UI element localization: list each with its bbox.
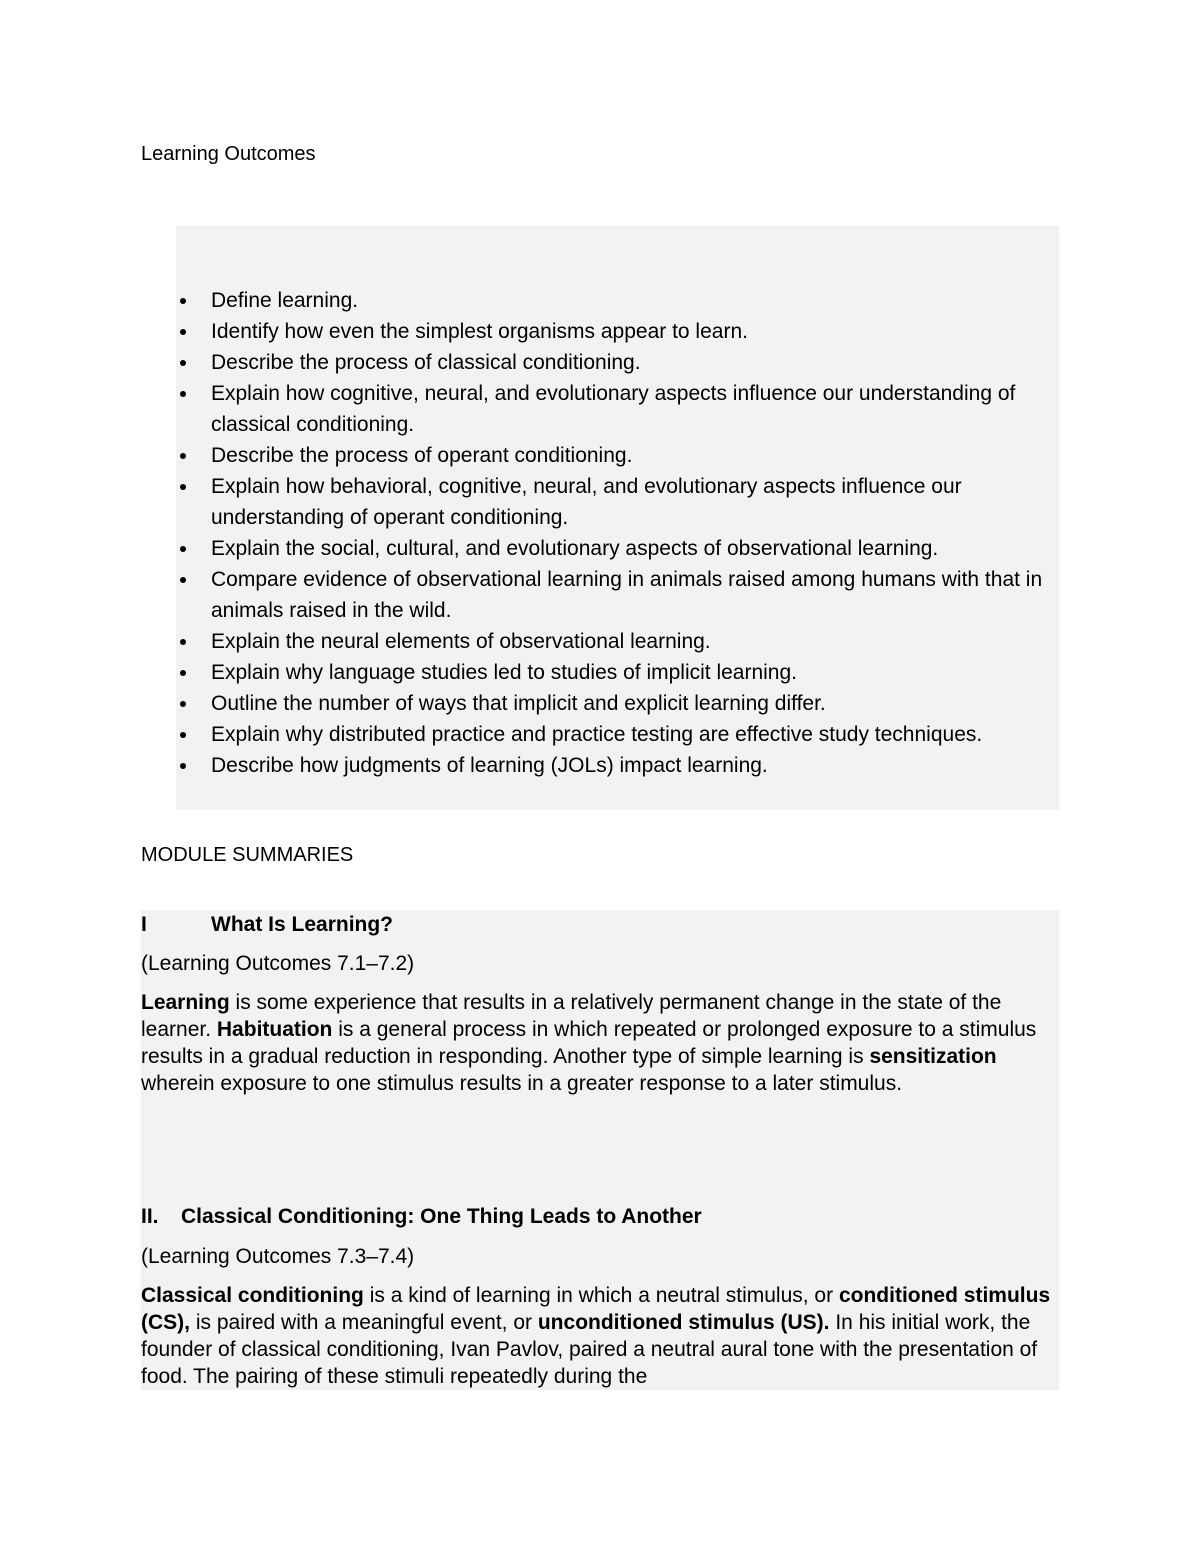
learning-outcome-text: Describe the process of classical conditioning. [211, 351, 641, 374]
key-term: sensitization [869, 1045, 997, 1068]
learning-outcome-text: Explain the social, cultural, and evolutionary aspects of observational learning. [211, 537, 939, 560]
bullet-icon [180, 360, 186, 366]
learning-outcome-item [176, 471, 1059, 533]
section-body [141, 989, 1059, 1097]
learning-outcomes-list [176, 285, 1059, 781]
bullet-icon [180, 577, 186, 583]
section-number: I [141, 913, 147, 936]
key-term: conditioned stimulus (CS), [141, 1284, 1051, 1334]
section-outcomes-reference: (Learning Outcomes 7.1–7.2) [141, 952, 415, 975]
bullet-icon [180, 329, 186, 335]
module-summaries-heading: MODULE SUMMARIES [141, 844, 354, 866]
body-text: is a general process in which repeated or prolonged exposure to a stimulus results in a gradual reduction in responding. Another type of simple learning is [141, 1018, 1037, 1068]
body-text: In his initial work, the founder of classical conditioning, Ivan Pavlov, paired a neutral aural tone with the presentation of food. The pairing of these stimuli repeatedly during the [141, 1311, 1038, 1388]
body-text: is a kind of learning in which a neutral stimulus, or [363, 1284, 839, 1307]
learning-outcome-text: Outline the number of ways that implicit and explicit learning differ. [211, 692, 826, 715]
learning-outcome-item [176, 657, 1059, 688]
learning-outcome-text: Explain how cognitive, neural, and evolutionary aspects influence our understanding of classical conditioning. [211, 382, 1016, 436]
body-text: wherein exposure to one stimulus results in a greater response to a later stimulus. [141, 1072, 903, 1095]
learning-outcome-text: Explain how behavioral, cognitive, neural, and evolutionary aspects influence our understanding of operant conditioning. [211, 475, 962, 529]
bullet-icon [180, 639, 186, 645]
section-title-text: Classical Conditioning: One Thing Leads to Another [181, 1205, 702, 1228]
learning-outcome-item [176, 316, 1059, 347]
learning-outcome-text: Describe how judgments of learning (JOLs) impact learning. [211, 754, 768, 777]
learning-outcome-item [176, 626, 1059, 657]
section-title-text: What Is Learning? [211, 913, 394, 936]
key-term: unconditioned stimulus (US). [537, 1311, 830, 1334]
bullet-icon [180, 298, 186, 304]
bullet-icon [180, 670, 186, 676]
learning-outcome-text: Compare evidence of observational learning in animals raised among humans with that in animals raised in the wild. [211, 568, 1043, 622]
bullet-icon [180, 484, 186, 490]
bullet-icon [180, 546, 186, 552]
learning-outcomes-heading: Learning Outcomes [141, 143, 316, 165]
learning-outcome-item [176, 347, 1059, 378]
bullet-icon [180, 732, 186, 738]
section-outcomes-reference: (Learning Outcomes 7.3–7.4) [141, 1245, 415, 1268]
learning-outcome-item [176, 285, 1059, 316]
bullet-icon [180, 701, 186, 707]
learning-outcome-text: Describe the process of operant conditioning. [211, 444, 633, 467]
learning-outcome-item [176, 440, 1059, 471]
section-title [141, 1204, 702, 1230]
learning-outcome-text: Identify how even the simplest organisms appear to learn. [211, 320, 748, 343]
learning-outcome-item [176, 750, 1059, 781]
learning-outcome-text: Define learning. [211, 289, 359, 312]
learning-outcome-item [176, 719, 1059, 750]
key-term: Classical conditioning [141, 1284, 364, 1307]
section-title [141, 912, 393, 938]
learning-outcome-text: Explain why language studies led to studies of implicit learning. [211, 661, 798, 684]
learning-outcome-text: Explain why distributed practice and practice testing are effective study techniques. [211, 723, 983, 746]
key-term: Learning [141, 991, 230, 1014]
bullet-icon [180, 391, 186, 397]
section-body [141, 1282, 1059, 1390]
learning-outcome-item [176, 564, 1059, 626]
learning-outcome-item [176, 533, 1059, 564]
learning-outcome-text: Explain the neural elements of observational learning. [211, 630, 711, 653]
body-text: is some experience that results in a relatively permanent change in the state of the learner. [141, 991, 1002, 1041]
learning-outcome-item [176, 378, 1059, 440]
bullet-icon [180, 763, 186, 769]
bullet-icon [180, 453, 186, 459]
section-number: II. [141, 1205, 159, 1228]
learning-outcome-item [176, 688, 1059, 719]
key-term: Habituation [216, 1018, 333, 1041]
learning-outcomes-box [176, 226, 1059, 810]
body-text: is paired with a meaningful event, or [190, 1311, 538, 1334]
